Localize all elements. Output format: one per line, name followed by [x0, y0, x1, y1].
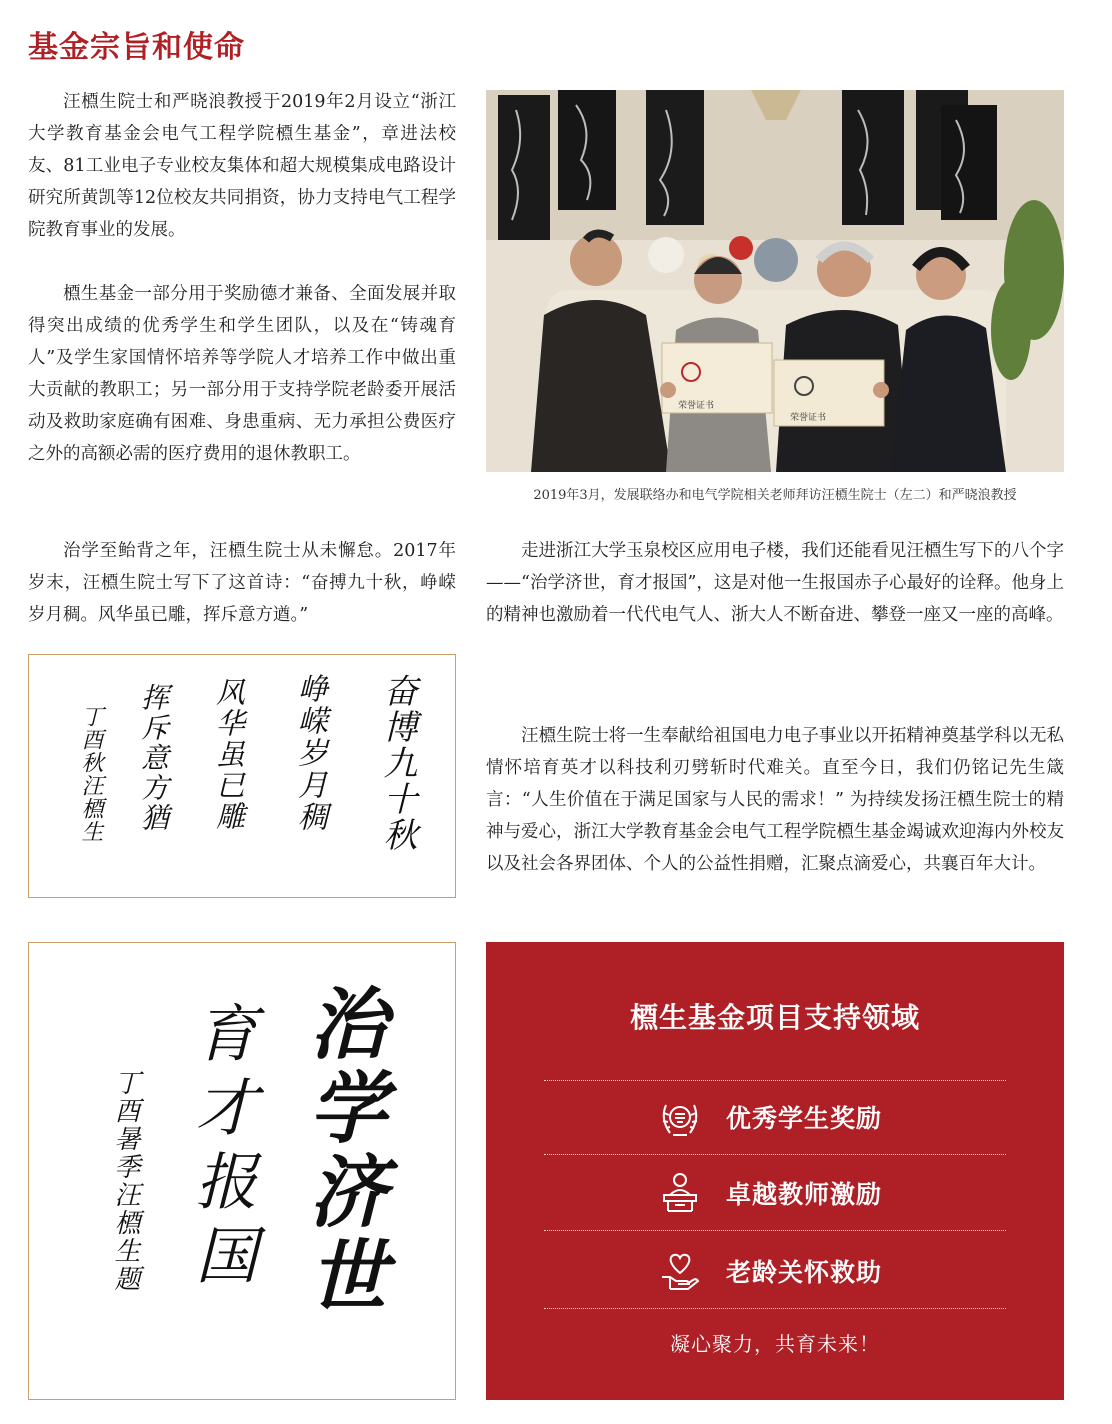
support-areas-panel [486, 942, 1064, 1400]
panel-slogan: 凝心聚力，共育未来！ [670, 1332, 880, 1356]
support-item-label: 老龄关怀救助 [726, 1258, 883, 1287]
certificate-label: 荣誉证书 [790, 413, 827, 423]
photo-caption: 2019年3月，发展联络办和电气学院相关老师拜访汪槱生院士（左二）和严晓浪教授 [533, 488, 1017, 503]
motto-column-1: 治学济世 [296, 983, 387, 1319]
divider [544, 1080, 1006, 1081]
teacher-podium-icon [656, 1169, 704, 1217]
intro-paragraph: 汪槱生院士和严晓浪教授于2019年2月设立“浙江大学教育基金会电气工程学院槱生基金”，章进法校友、81工业电子专业校友集体和超大规模集成电路设计研究所黄凯等12位校友共同捐资，协力支持电气工程学院教育事业的发展。 [28, 92, 456, 240]
poem-column-3: 风华虽已雕 [212, 677, 246, 832]
poem-intro-paragraph: 治学至鲐背之年，汪槱生院士从未懈怠。2017年岁末，汪槱生院士写下了这首诗：“奋搏九十秋，峥嵘岁月稠。风华虽已雕，挥斥意方遒。” [28, 541, 456, 625]
support-item-teacher-incentive [656, 1166, 882, 1220]
motto-paragraph: 走进浙江大学玉泉校区应用电子楼，我们还能看见汪槱生写下的八个字——“治学济世，育才报国”，这是对他一生报国赤子心最好的诠释。他身上的精神也激励着一代代电气人、浙大人不断奋进、攀登一座又一座的高峰。 [486, 541, 1064, 625]
heart-hand-icon [656, 1247, 704, 1295]
poem-column-4: 挥斥意方猶 [137, 683, 170, 833]
poem-calligraphy [28, 654, 456, 898]
laurel-medal-icon [656, 1093, 704, 1141]
fund-usage-paragraph: 槱生基金一部分用于奖励德才兼备、全面发展并取得突出成绩的优秀学生和学生团队，以及在“铸魂育人”及学生家国情怀培养等学院人才培养工作中做出重大贡献的教职工；另一部分用于支持学院老龄委开展活动及救助家庭确有困难、身患重病、无力承担公费医疗之外的高额必需的医疗费用的退休教职工。 [28, 284, 456, 464]
divider [544, 1154, 1006, 1155]
poem-signature: 丁酉秋汪槱生 [78, 705, 103, 843]
support-item-student-award [656, 1090, 882, 1144]
divider [544, 1308, 1006, 1309]
divider [544, 1230, 1006, 1231]
certificate-label: 荣誉证书 [678, 401, 715, 411]
motto-signature: 丁酉暑季汪槱生题 [110, 1069, 140, 1293]
visit-photo [486, 90, 1064, 472]
support-item-label: 卓越教师激励 [726, 1180, 883, 1209]
visit-photo-illustration [486, 90, 1064, 472]
motto-column-2: 育才报国 [185, 1001, 258, 1297]
donation-appeal-paragraph: 汪槱生院士将一生奉献给祖国电力电子事业以开拓精神奠基学科以无私情怀培育英才以科技利刃劈斩时代难关。直至今日，我们仍铭记先生箴言：“人生价值在于满足国家与人民的需求！” 为持续发扬汪槱生院士的精神与爱心，浙江大学教育基金会电气工程学院槱生基金竭诚欢迎海内外校友以及社会各界团体、个人的公益性捐赠，汇聚点滴爱心，共襄百年大计。 [486, 726, 1064, 874]
poem-column-2: 峥嵘岁月稠 [292, 673, 327, 833]
poem-column-1: 奋博九十秋 [377, 673, 417, 853]
support-item-elderly-care [656, 1244, 882, 1298]
panel-title: 槱生基金项目支持领域 [629, 1001, 920, 1034]
page-title: 基金宗旨和使命 [28, 30, 245, 65]
support-item-label: 优秀学生奖励 [726, 1104, 883, 1133]
motto-calligraphy [28, 942, 456, 1400]
